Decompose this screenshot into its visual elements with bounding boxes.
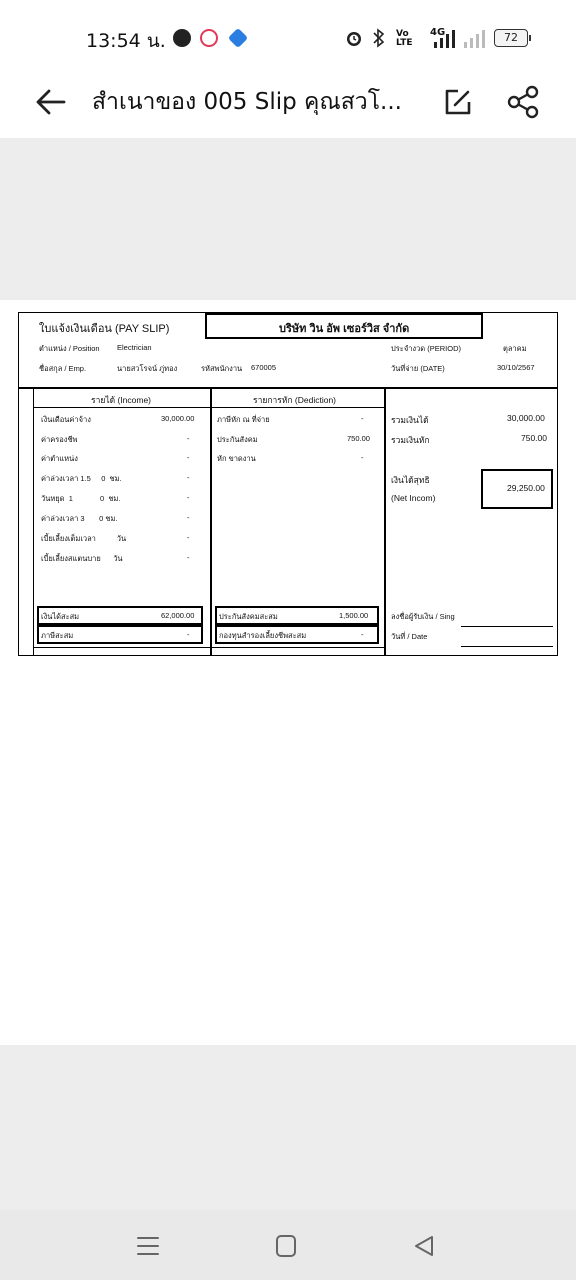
income-row-value: 30,000.00 bbox=[161, 414, 195, 423]
income-row-value: - bbox=[187, 473, 190, 482]
app-bar bbox=[0, 70, 576, 138]
ytd-income-value: 62,000.00 bbox=[161, 611, 195, 620]
slip-title: ใบแจ้งเงินเดือน (PAY SLIP) bbox=[39, 323, 170, 335]
col-left-border bbox=[33, 387, 34, 655]
total-income-label: รวมเงินได้ bbox=[391, 415, 429, 425]
income-header: รายได้ (Income) bbox=[91, 395, 152, 405]
share-icon bbox=[504, 82, 544, 122]
income-row-label: วันหยุด 1 0 ชม. bbox=[41, 494, 121, 503]
ytd-fund-value: - bbox=[361, 630, 364, 639]
line-app-icon bbox=[173, 29, 191, 47]
deduction-row-label: ประกันสังคม bbox=[217, 435, 258, 444]
ytd-tax-label: ภาษีสะสม bbox=[41, 631, 74, 640]
income-row-label: เบี้ยเลี้ยงสแตนบาย วัน bbox=[41, 554, 123, 563]
income-row-label: เบี้ยเลี้ยงเต็มเวลา วัน bbox=[41, 534, 127, 543]
paydate-label: วันที่จ่าย (DATE) bbox=[391, 364, 445, 373]
sign-line bbox=[461, 626, 553, 627]
deduction-row-value: 750.00 bbox=[347, 434, 370, 443]
edit-button[interactable] bbox=[438, 82, 478, 122]
edit-icon bbox=[438, 82, 478, 122]
deduction-row-value: - bbox=[361, 453, 364, 462]
back-nav-button[interactable] bbox=[406, 1228, 442, 1264]
income-row-label: เงินเดือนค่าจ้าง bbox=[41, 415, 91, 424]
income-row-value: - bbox=[187, 434, 190, 443]
income-row-label: ค่าล่วงเวลา 3 0 ชม. bbox=[41, 514, 118, 523]
company-name: บริษัท วิน อัพ เซอร์วิส จำกัด bbox=[279, 323, 410, 335]
deduction-row-label: หัก ขาดงาน bbox=[217, 454, 256, 463]
total-deduction-label: รวมเงินหัก bbox=[391, 435, 430, 445]
document-page[interactable] bbox=[0, 300, 576, 1045]
ytd-tax-value: - bbox=[187, 630, 190, 639]
date-line bbox=[461, 646, 553, 647]
document-title: สำเนาของ 005 Slip คุณสวโ... bbox=[92, 89, 402, 115]
share-button[interactable] bbox=[504, 82, 544, 122]
ytd-fund-label: กองทุนสำรองเลี้ยงชีพสะสม bbox=[219, 631, 307, 640]
income-row-value: - bbox=[187, 533, 190, 542]
name-value: นายสวโรจน์ ภู่ทอง bbox=[117, 364, 178, 373]
deduction-row-value: - bbox=[361, 414, 364, 423]
status-time: 13:54 น. bbox=[86, 30, 166, 52]
recents-button[interactable] bbox=[130, 1228, 166, 1264]
signal-icon bbox=[432, 30, 456, 48]
deduction-header: รายการหัก (Dediction) bbox=[253, 395, 337, 405]
battery-indicator: 72 bbox=[494, 29, 528, 47]
period-value: ตุลาคม bbox=[503, 344, 527, 353]
income-row-label: ค่าล่วงเวลา 1.5 0 ชม. bbox=[41, 474, 122, 483]
sign-label: ลงชื่อผู้รับเงิน / Sing bbox=[391, 612, 455, 621]
header-separator bbox=[19, 387, 557, 389]
income-row-label: ค่าครองชีพ bbox=[41, 435, 78, 444]
position-value: Electrician bbox=[117, 343, 152, 352]
bluetooth-icon bbox=[370, 28, 388, 48]
income-row-value: - bbox=[187, 513, 190, 522]
menu-icon bbox=[130, 1228, 166, 1264]
net-income-label: เงินได้สุทธิ bbox=[391, 475, 430, 485]
name-label: ชื่อสกุล / Emp. bbox=[39, 364, 87, 373]
net-income-value: 29,250.00 bbox=[507, 483, 545, 493]
network-type: 4G bbox=[430, 27, 446, 38]
paydate-value: 30/10/2567 bbox=[497, 363, 535, 372]
total-deduction-value: 750.00 bbox=[521, 433, 547, 443]
alarm-icon bbox=[344, 28, 364, 48]
arrow-left-icon bbox=[30, 80, 74, 124]
income-row-value: - bbox=[187, 453, 190, 462]
total-income-value: 30,000.00 bbox=[507, 413, 545, 423]
home-square-icon bbox=[268, 1228, 304, 1264]
position-label: ตำแหน่ง / Position bbox=[39, 344, 100, 353]
tiktok-app-icon bbox=[200, 29, 218, 47]
messenger-app-icon bbox=[228, 28, 248, 48]
bottom-rule bbox=[33, 647, 385, 648]
ytd-ss-value: 1,500.00 bbox=[339, 611, 369, 620]
col-header-underline bbox=[33, 407, 385, 408]
system-nav-bar bbox=[0, 1210, 576, 1280]
deduction-row-label: ภาษีหัก ณ ที่จ่าย bbox=[217, 415, 270, 424]
volte-label: Vo LTE bbox=[396, 29, 413, 48]
period-label: ประจำงวด (PERIOD) bbox=[391, 344, 462, 353]
back-button[interactable] bbox=[30, 80, 74, 124]
status-bar bbox=[0, 0, 576, 70]
col-income-border bbox=[210, 387, 212, 655]
ytd-ss-label: ประกันสังคมสะสม bbox=[219, 612, 278, 621]
income-row-value: - bbox=[187, 553, 190, 562]
ytd-income-label: เงินได้สะสม bbox=[41, 612, 80, 621]
emp-code-label: รหัสพนักงาน bbox=[201, 364, 243, 373]
col-deduction-border bbox=[384, 387, 386, 655]
income-row-label: ค่าตำแหน่ง bbox=[41, 454, 78, 463]
net-income-label-en: (Net Incom) bbox=[391, 493, 436, 503]
pay-slip bbox=[18, 312, 558, 656]
signal-empty-icon bbox=[462, 30, 486, 48]
back-triangle-icon bbox=[406, 1228, 442, 1264]
emp-code-value: 670005 bbox=[251, 363, 277, 372]
home-button[interactable] bbox=[268, 1228, 304, 1264]
date-label: วันที่ / Date bbox=[391, 632, 428, 641]
income-row-value: - bbox=[187, 493, 190, 502]
